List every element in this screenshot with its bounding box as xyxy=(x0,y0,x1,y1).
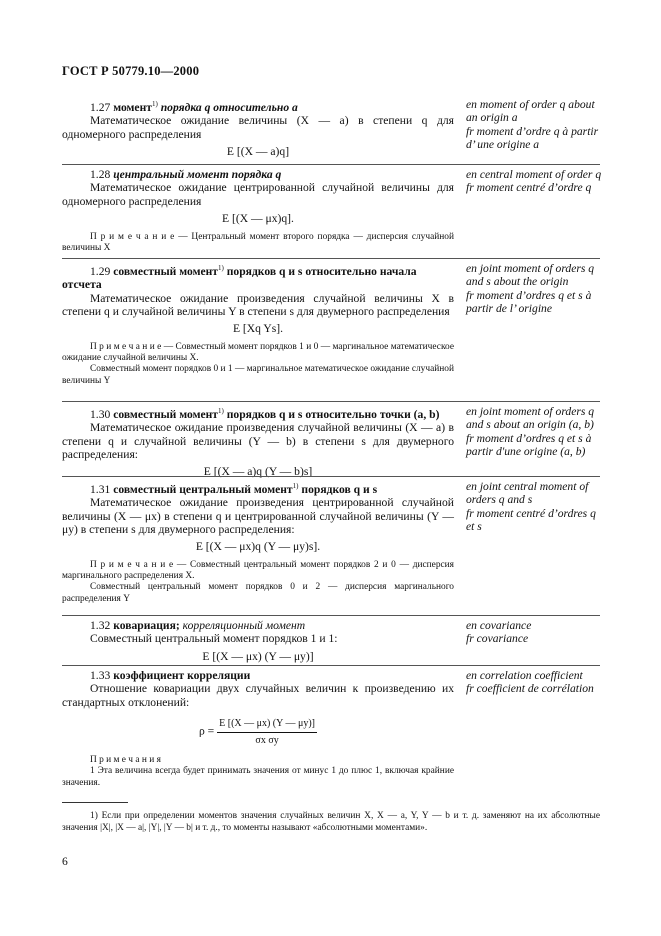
term-title: 1.27 момент$^{1)}$ порядка q относительно a xyxy=(90,100,298,114)
term-definition: Математическое ожидание величины (X — a) в степени q для одномерного распределения xyxy=(62,114,454,141)
term-translations xyxy=(466,405,602,459)
divider xyxy=(62,164,600,165)
divider xyxy=(62,665,600,666)
divider xyxy=(62,476,600,477)
term-definition-ru xyxy=(62,262,454,387)
english-term: en covariance xyxy=(466,619,532,632)
term-definition-ru xyxy=(62,480,454,605)
fraction xyxy=(217,717,317,747)
french-term: fr moment d’ordres q et s à partir d'une origine (a, b) xyxy=(466,431,592,459)
formula: E [(X — μx)q]. xyxy=(222,212,294,226)
term-title: 1.32 ковариация; корреляционный момент xyxy=(90,619,306,632)
note: Совместный момент порядков 0 и 1 — маргинальное математическое ожидание случайной величины Y xyxy=(62,364,454,386)
english-term: en joint central moment of orders q and s xyxy=(466,480,589,507)
note: П р и м е ч а н и е — Совместный момент порядков 1 и 0 — маргинальное математическое ожидание случайной величины X. xyxy=(62,341,454,364)
formula: E [Xq Ys]. xyxy=(232,322,284,336)
term-title: 1.28 центральный момент порядка q xyxy=(90,168,282,181)
term-definition: Отношение ковариации двух случайных величин к произведению их стандартных отклонений: xyxy=(62,682,454,709)
formula: E [(X — a)q (Y — b)s] xyxy=(203,465,313,479)
french-term: fr covariance xyxy=(466,632,529,646)
note-heading: П р и м е ч а н и я xyxy=(90,755,161,766)
formula: E [(X — μx) (Y — μy)] xyxy=(202,649,314,663)
english-term: en joint moment of orders q and s about an origin (a, b) xyxy=(466,405,595,432)
english-term: en correlation coefficient xyxy=(466,669,583,682)
term-definition-ru xyxy=(62,98,454,164)
footnote-rule xyxy=(62,802,128,803)
term-definition: Математическое ожидание произведения случайной величины X в степени q и случайной величины Y в степени s для двумерного распределения xyxy=(62,291,454,319)
divider xyxy=(62,401,600,402)
term-translations xyxy=(466,480,602,534)
term-title: 1.30 совместный момент$^{1)}$ порядков q и s относительно точки (a, b) xyxy=(90,407,440,421)
english-term: en central moment of order q xyxy=(466,168,602,181)
term-definition: Совместный центральный момент порядков 1 и 1: xyxy=(90,632,338,646)
standard-header: ГОСТ Р 50779.10—2000 xyxy=(62,64,200,78)
term-definition-ru xyxy=(62,669,454,789)
footnote: 1) Если при определении моментов значения случайных величин X, X — a, Y, Y — b и т. д. заменяют на их абсолютные значения |X|, |X — a|, |Y|, |Y — b| и т. д., то моменты называют «абсолютными моментами». xyxy=(62,811,600,833)
term-definition: Математическое ожидание произведения центрированной случайной величины (X — μx) в степени q и центрированной случайной величины (Y — μy) в степени s для двумерного распределения: xyxy=(62,496,454,537)
term-translations xyxy=(466,619,602,646)
note: Совместный центральный момент порядков 0 и 2 — дисперсия маргинального распределения Y xyxy=(62,582,454,604)
term-translations xyxy=(466,669,602,696)
term-definition: Математическое ожидание центрированной случайной величины для одномерного распределения xyxy=(62,181,454,208)
term-title: 1.33 коэффициент корреляции xyxy=(90,669,251,682)
term-definition-ru xyxy=(62,405,454,485)
term-title: 1.31 совместный центральный момент$^{1)}$ порядков q и s xyxy=(90,482,378,496)
term-definition-ru xyxy=(62,619,454,669)
divider xyxy=(62,258,600,259)
formula: E [(X — a)q] xyxy=(226,145,290,159)
french-term: fr moment d’ordres q et s à partir de l’ origine xyxy=(466,288,592,316)
term-translations xyxy=(466,98,602,152)
french-term: fr moment centré d’ordres q et s xyxy=(466,506,596,534)
divider xyxy=(62,615,600,616)
term-title: 1.29 совместный момент$^{1)}$ порядков q и s относительно начала отсчета xyxy=(62,264,417,292)
english-term: en moment of order q about an origin a xyxy=(466,98,595,125)
french-term: fr moment centré d’ordre q xyxy=(466,181,592,195)
note: П р и м е ч а н и е — Совместный центральный момент порядков 2 и 0 — дисперсия маргинального распределения X. xyxy=(62,559,454,582)
term-translations xyxy=(466,262,602,316)
note: 1 Эта величина всегда будет принимать значения от минус 1 до плюс 1, включая крайние значения. xyxy=(62,766,454,788)
page-number: 6 xyxy=(62,855,68,868)
term-translations xyxy=(466,168,602,195)
french-term: fr coefficient de corrélation xyxy=(466,682,594,696)
term-definition-ru xyxy=(62,168,454,254)
formula xyxy=(62,717,454,747)
formula-lhs: ρ = xyxy=(198,724,215,738)
english-term: en joint moment of orders q and s about the origin xyxy=(466,262,595,289)
fraction-denominator: σx σy xyxy=(255,734,279,746)
french-term: fr moment d’ordre q à partir d’ une origine a xyxy=(466,124,599,152)
formula: E [(X — μx)q (Y — μy)s]. xyxy=(195,540,321,554)
fraction-numerator: E [(X — μx) (Y — μy)] xyxy=(217,717,317,732)
term-definition: Математическое ожидание произведения случайной величины (X — a) в степени q и случайной величины (Y — b) в степени s для двумерного распределения: xyxy=(62,421,454,462)
note: П р и м е ч а н и е — Центральный момент второго порядка — дисперсия случайной величины X xyxy=(62,231,454,253)
